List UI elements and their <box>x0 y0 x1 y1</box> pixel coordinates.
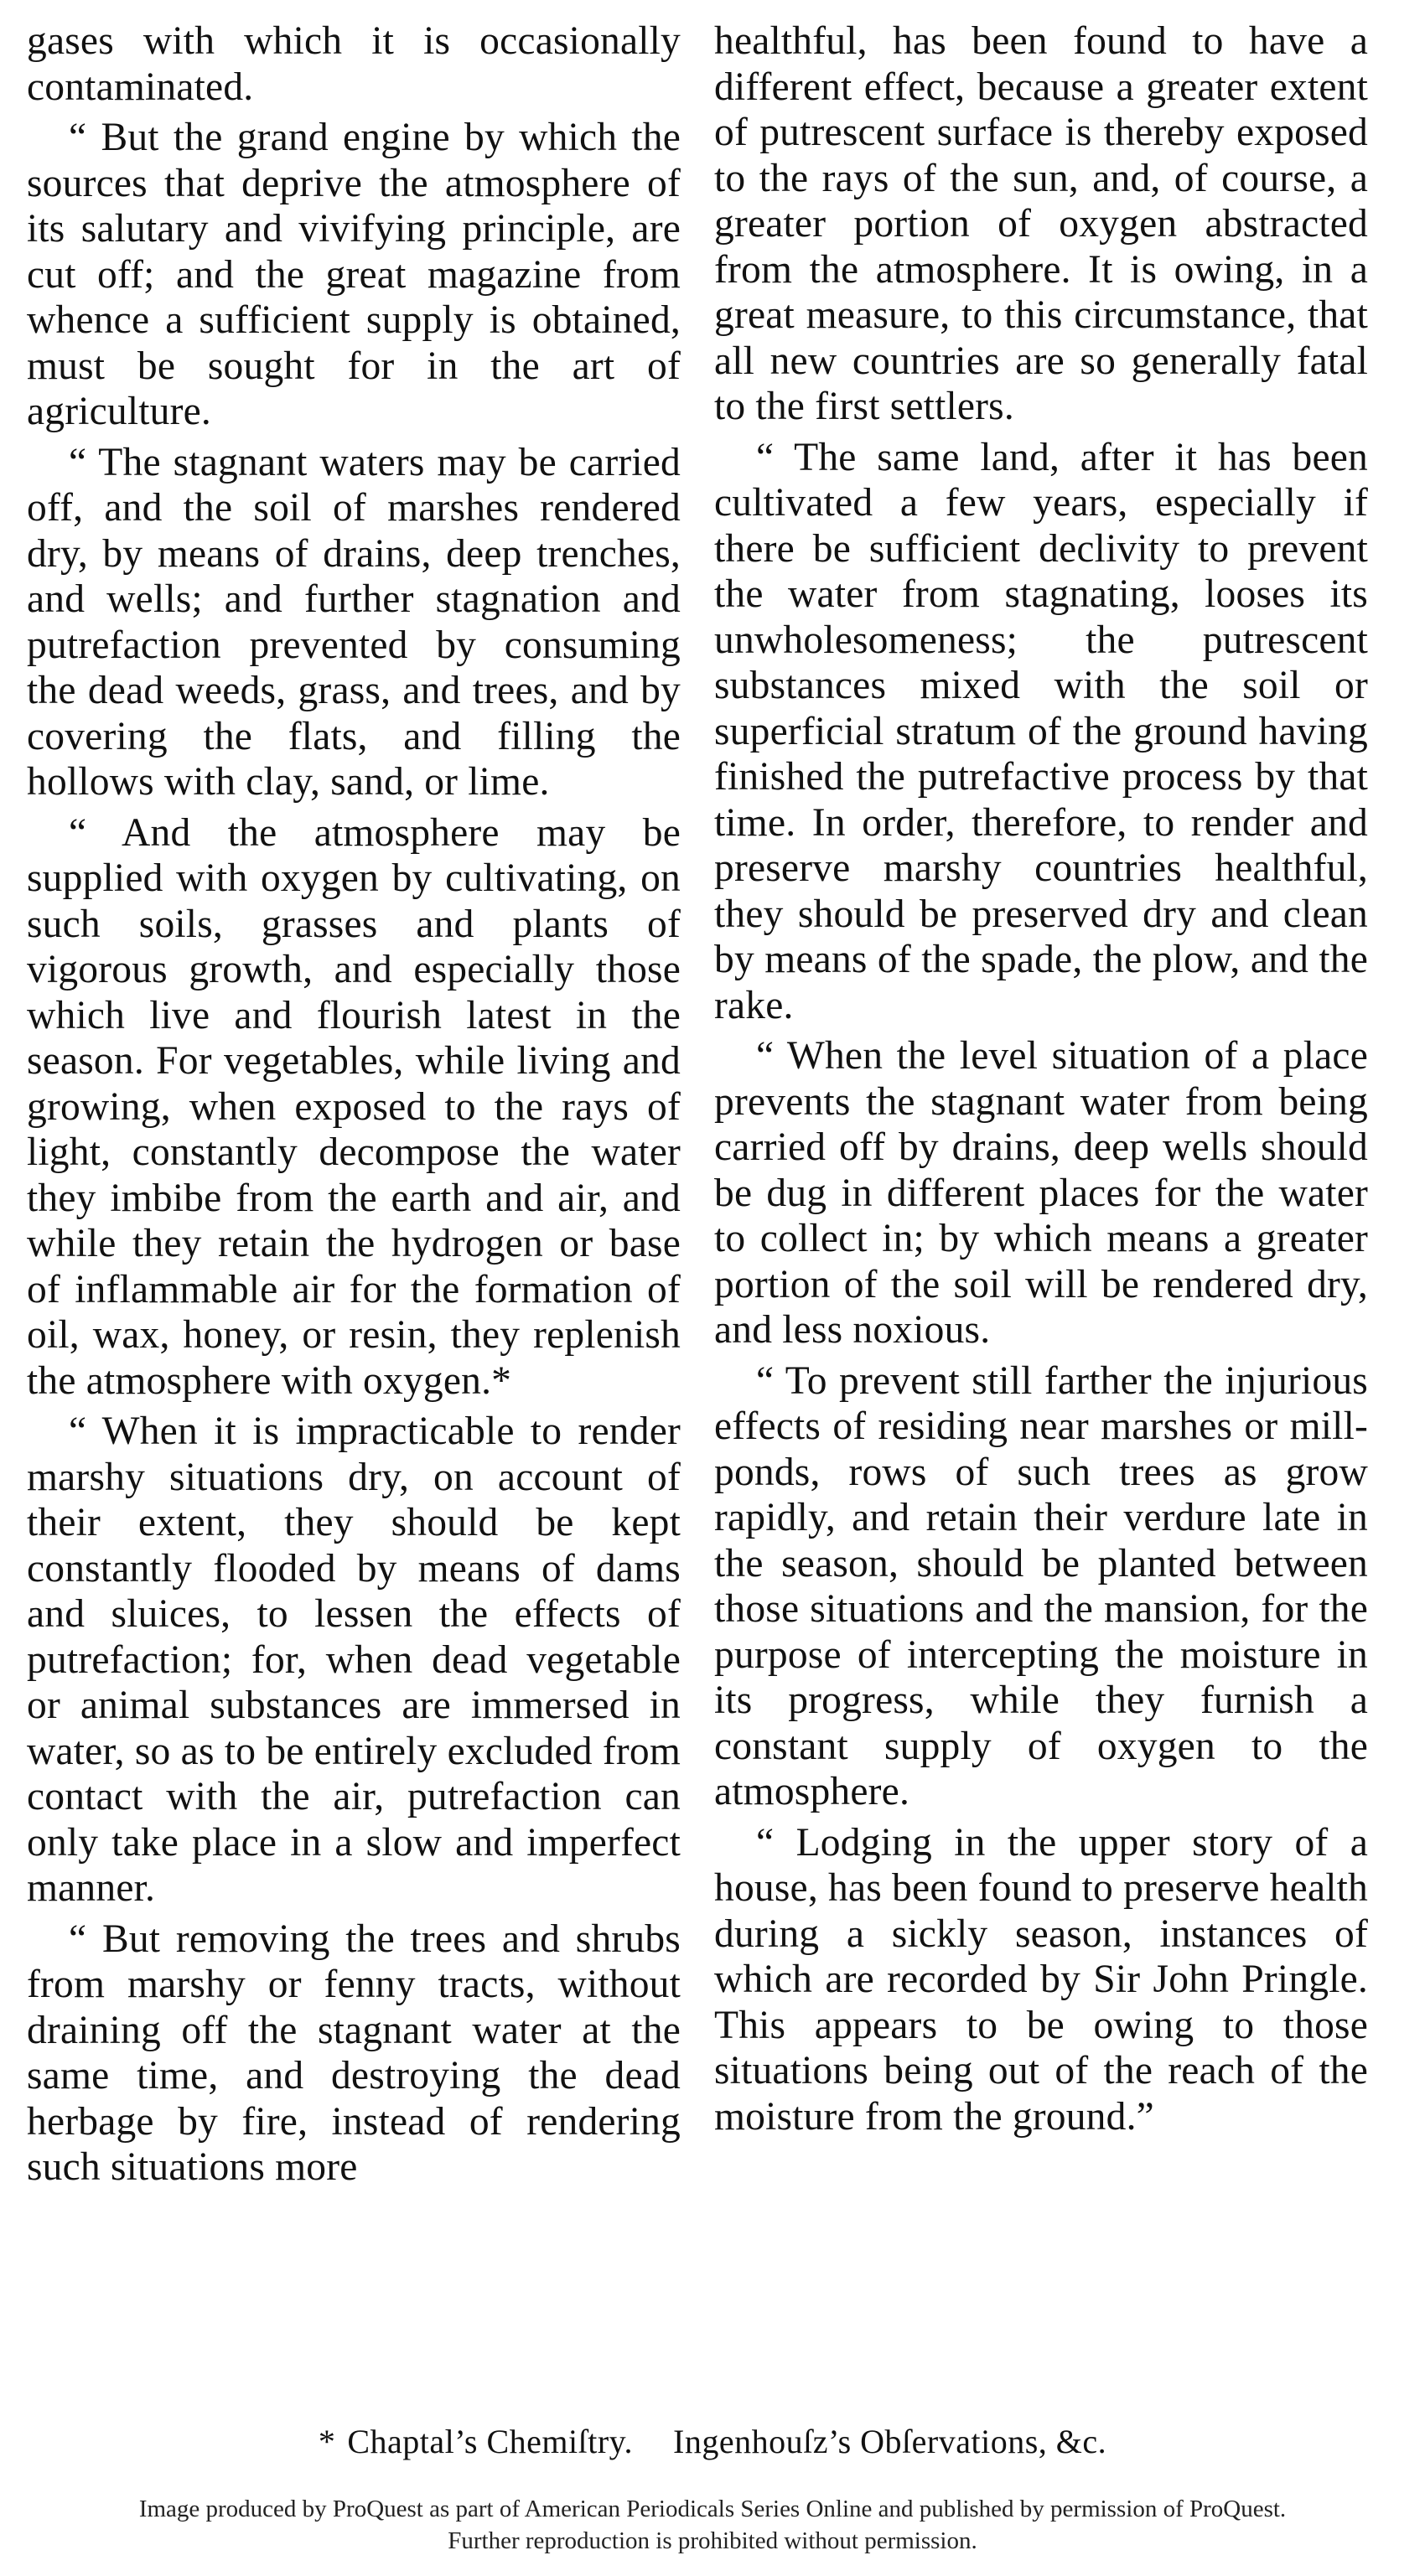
paragraph: “ When the level situation of a place prevents the stagnant water from being carried off by drains, deep wells should be dug in different places for the water to collect in; by which means a greater portion of the soil will be rendered dry, and less noxious. <box>714 1034 1368 1352</box>
paragraph: “ But the grand engine by which the sources that deprive the atmosphere of its salutary and vivifying principle, are cut off; and the great magazine from whence a sufficient supply is obtained, must be sought for in the art of agriculture. <box>27 116 681 433</box>
footnote-citation-ingenhousz: Ingenhouſz’s Obſervations, &c. <box>673 2423 1107 2460</box>
paragraph: “ When it is impracticable to render marshy situations dry, on account of their extent, they should be kept constantly flooded by means of dams and sluices, to lessen the effects of putrefaction; for, when dead vegetable or animal substances are immersed in water, so as to be entirely excluded from contact with the air, putrefaction can only take place in a slow and imperfect manner. <box>27 1410 681 1910</box>
right-column <box>714 18 1368 2144</box>
credit-line-1: Image produced by ProQuest as part of American Periodicals Series Online and published by permission of ProQuest. <box>138 2496 1287 2522</box>
paragraph: healthful, has been found to have a different effect, because a greater extent of putrescent surface is thereby exposed to the rays of the sun, and, of course, a greater portion of oxygen abstracted from the atmosphere. It is owing, in a great measure, to this circumstance, that all new countries are so generally fatal to the first settlers. <box>714 19 1368 428</box>
proquest-credit <box>0 2493 1425 2557</box>
footnote-citation-chaptal: Chaptal’s Chemiſtry. <box>347 2423 634 2460</box>
footnote-mark: * <box>318 2423 336 2460</box>
paragraph: “ Lodging in the upper story of a house, has been found to preserve health during a sickly season, instances of which are recorded by Sir John Pringle. This appears to be owing to those situations being out of the reach of the moisture from the ground.” <box>714 1820 1368 2139</box>
paragraph: “ The stagnant waters may be carried off, and the soil of marshes rendered dry, by means of drains, deep trenches, and wells; and further stagnation and putrefaction prevented by consuming the dead weeds, grass, and trees, and by covering the flats, and filling the hollows with clay, sand, or lime. <box>27 440 681 804</box>
paragraph: “ The same land, after it has been cultivated a few years, especially if there be sufficient declivity to prevent the water from stagnating, looses its unwholesomeness; the putrescent substances mixed with the soil or superficial stratum of the ground having finished the putrefactive process by that time. In order, therefore, to render and preserve marshy countries healthful, they should be preserved dry and clean by means of the spade, the plow, and the rake. <box>714 435 1368 1027</box>
paragraph: gases with which it is occasionally contaminated. <box>27 19 681 109</box>
left-column <box>27 18 681 2196</box>
paragraph: “ To prevent still farther the injurious effects of residing near marshes or mill-ponds, rows of such trees as grow rapidly, and retain their verdure late in the season, should be planted between those situations and the mansion, for the purpose of intercepting the moisture in its progress, while they furnish a constant supply of oxygen to the atmosphere. <box>714 1358 1368 1813</box>
credit-line-2: Further reproduction is prohibited without permission. <box>448 2527 977 2554</box>
paragraph: “ And the atmosphere may be supplied with oxygen by cultivating, on such soils, grasses and plants of vigorous growth, and especially those which live and flourish latest in the season. For vegetables, while living and growing, when exposed to the rays of light, constantly decompose the water they imbibe from the earth and air, and while they retain the hydrogen or base of inflammable air for the formation of oil, wax, honey, or resin, they replenish the atmosphere with oxygen.* <box>27 810 681 1403</box>
footnote <box>0 2422 1425 2462</box>
paragraph: “ But removing the trees and shrubs from marshy or fenny tracts, without draining off the stagnant water at the same time, and destroying the dead herbage by fire, instead of rendering such situations more <box>27 1916 681 2189</box>
